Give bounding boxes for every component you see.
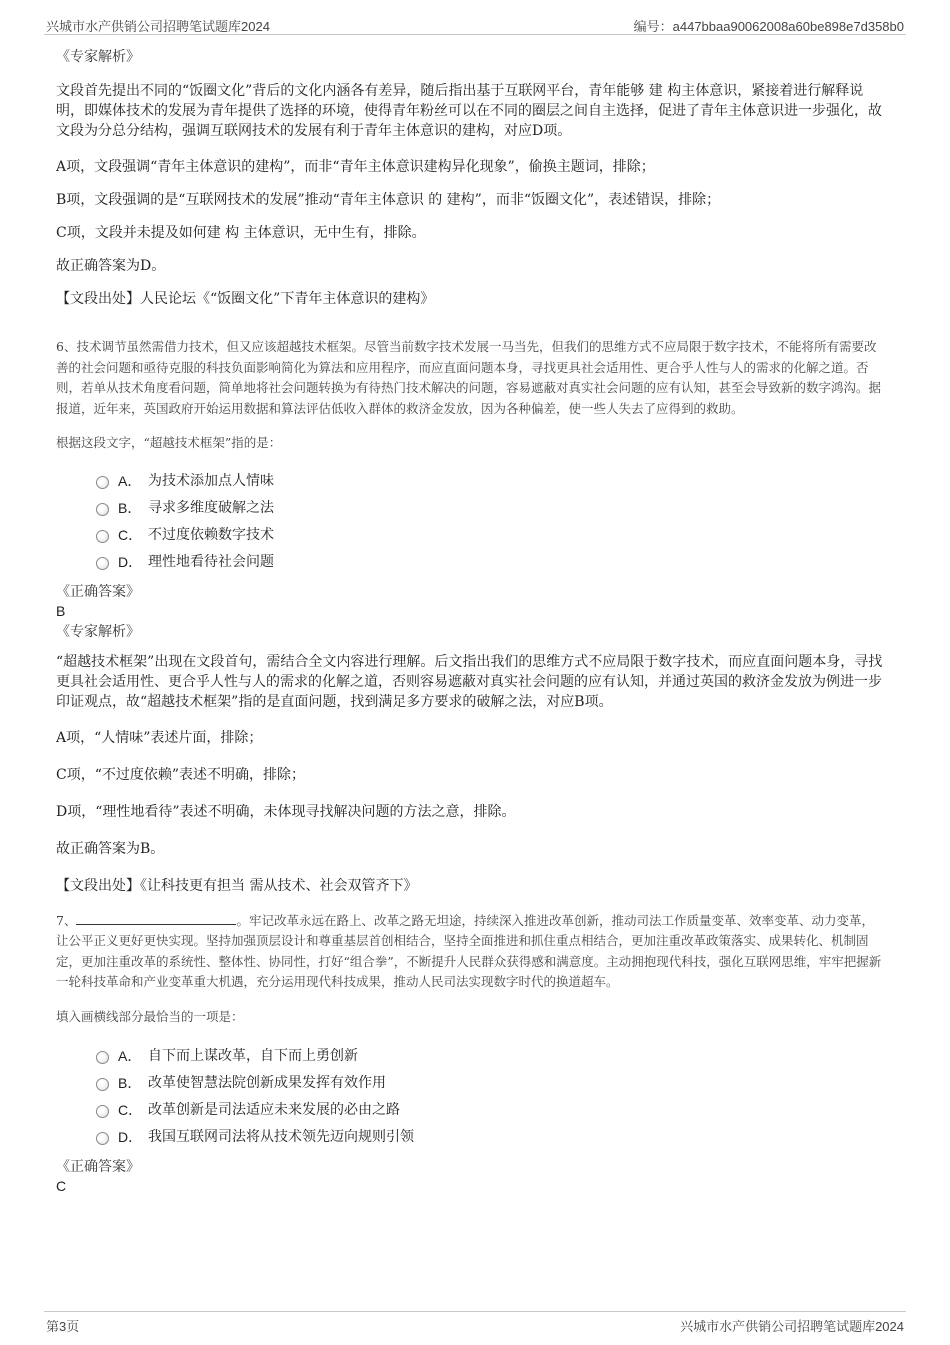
q7-text: 。牢记改革永远在路上、改革之路无坦途，持续深入推进改革创新，推动司法工作质量变革、效率变革、动力变革，让公平正义更好更快实现。坚持加强顶层设计和尊重基层首创相结合，坚持全面推进和抓住重点相结合，更加注重改革政策落实、成果转化、机制固定，更加注重改革的系统性、整体性、协同性，打好“组合拳”，不断提升人民群众获得感和满意度。主动拥抱现代科技，强化互联网思维，牢牢把握新一轮科技革命和产业变革重大机遇，充分运用现代科技成果，推动人民司法实现数字时代的换道超车。 <box>56 912 882 989</box>
q7-option-a[interactable]: A． 自下而上谋改革，自下而上勇创新 <box>56 1043 886 1070</box>
footer-title: 兴城市水产供销公司招聘笔试题库2024 <box>680 1319 904 1334</box>
radio-icon[interactable] <box>96 1105 109 1118</box>
q6-options <box>56 468 886 576</box>
radio-icon[interactable] <box>96 1078 109 1091</box>
q7-option-d[interactable]: D． 我国互联网司法将从技术领先迈向规则引领 <box>56 1124 886 1151</box>
q7-passage <box>56 911 886 993</box>
q5-point-b: B项，文段强调的是“互联网技术的发展”推动“青年主体意识 的 建构”，而非“饭圈文化”，表述错误，排除； <box>56 192 721 208</box>
q6-point-a: A项，“人情味”表述片面，排除； <box>56 729 263 746</box>
q6-conclusion: 故正确答案为B。 <box>56 840 165 857</box>
header-title: 兴城市水产供销公司招聘笔试题库2024 <box>46 19 270 34</box>
q6-source: 【文段出处】《让科技更有担当 需从技术、社会双管齐下》 <box>56 877 418 894</box>
q5-point-c: C项，文段并未提及如何建 构 主体意识，无中生有，排除。 <box>56 225 426 241</box>
radio-icon[interactable] <box>96 557 109 570</box>
q5-conclusion: 故正确答案为D。 <box>56 258 166 274</box>
radio-icon[interactable] <box>96 1132 109 1145</box>
q6-point-d: D项，“理性地看待”表述不明确，未体现寻找解决问题的方法之意，排除。 <box>56 803 516 820</box>
radio-icon[interactable] <box>96 503 109 516</box>
q5-point-a: A项，文段强调“青年主体意识的建构”，而非“青年主体意识建构异化现象”，偷换主题词，排除； <box>56 159 655 175</box>
q6-option-c[interactable]: C． 不过度依赖数字技术 <box>56 522 886 549</box>
q5-analysis-label: 《专家解析》 <box>56 49 140 65</box>
radio-icon[interactable] <box>96 1051 109 1064</box>
header-code: 编号：a447bbaa90062008a60be898e7d358b0 <box>633 19 904 34</box>
q7-number: 7、 <box>56 912 77 928</box>
q6-passage: 6、技术调节虽然需借力技术，但又应该超越技术框架。尽管当前数字技术发展一马当先，但我们的思维方式不应局限于数字技术，不能将所有需要改善的社会问题和亟待克服的科技负面影响简化为算法和应用程序，而应直面问题本身，寻找更具社会适用性、更合乎人性与人的需求的化解之道。否则，若单从技术角度看问题，简单地将社会问题转换为有待热门技术解决的问题，容易遮蔽对真实社会问题的应有认知，甚至会导致新的数字鸿沟。据报道，近年来，英国政府开始运用数据和算法评估低收入群体的救济金发放，因为各种偏差，使一些人失去了应得到的救助。 <box>56 339 882 416</box>
q6-analysis: “超越技术框架”出现在文段首句，需结合全文内容进行理解。后文指出我们的思维方式不应局限于数字技术，而应直面问题本身，寻找更具社会适用性、更合乎人性与人的需求的化解之道，否则容易遮蔽对真实社会问题的应有认知，并通过英国的救济金发放为例进一步印证观点，故“超越技术框架”指的是直面问题，找到满足多方要求的破解之法，对应B项。 <box>56 653 883 710</box>
q6-point-c: C项，“不过度依赖”表述不明确，排除； <box>56 766 306 783</box>
q7-answer-label: 《正确答案》 <box>56 1159 140 1175</box>
q7-question: 填入画横线部分最恰当的一项是： <box>56 1008 244 1024</box>
q6-answer: B <box>56 602 66 619</box>
q5-source: 【文段出处】人民论坛《“饭圈文化”下青年主体意识的建构》 <box>56 291 435 307</box>
page-content <box>56 44 886 1195</box>
page-header <box>44 0 906 35</box>
q5-analysis: 文段首先提出不同的“饭圈文化”背后的文化内涵各有差异，随后指出基于互联网平台，青年能够 建 构主体意识，紧接着进行解释说明，即媒体技术的发展为青年提供了选择的环境，使得青年粉丝可以在不同的圈层之间自主选择，促进了青年主体意识进一步强化，故文段为分总分结构，强调互联网技术的发展有利于青年主体意识的建构，对应D项。 <box>56 83 882 139</box>
q6-analysis-label: 《专家解析》 <box>56 623 140 640</box>
q6-option-b[interactable]: B． 寻求多维度破解之法 <box>56 495 886 522</box>
fill-blank <box>76 912 236 925</box>
radio-icon[interactable] <box>96 530 109 543</box>
page-number: 第3页 <box>46 1319 80 1334</box>
q6-question: 根据这段文字，“超越技术框架”指的是： <box>56 435 282 450</box>
radio-icon[interactable] <box>96 476 109 489</box>
q7-options <box>56 1043 886 1151</box>
page-footer <box>44 1311 906 1342</box>
q6-option-a[interactable]: A． 为技术添加点人情味 <box>56 468 886 495</box>
q6-answer-label: 《正确答案》 <box>56 583 140 600</box>
q6-option-d[interactable]: D． 理性地看待社会问题 <box>56 549 886 576</box>
q7-option-b[interactable]: B． 改革使智慧法院创新成果发挥有效作用 <box>56 1070 886 1097</box>
q7-answer: C <box>56 1178 67 1194</box>
q7-option-c[interactable]: C． 改革创新是司法适应未来发展的必由之路 <box>56 1097 886 1124</box>
